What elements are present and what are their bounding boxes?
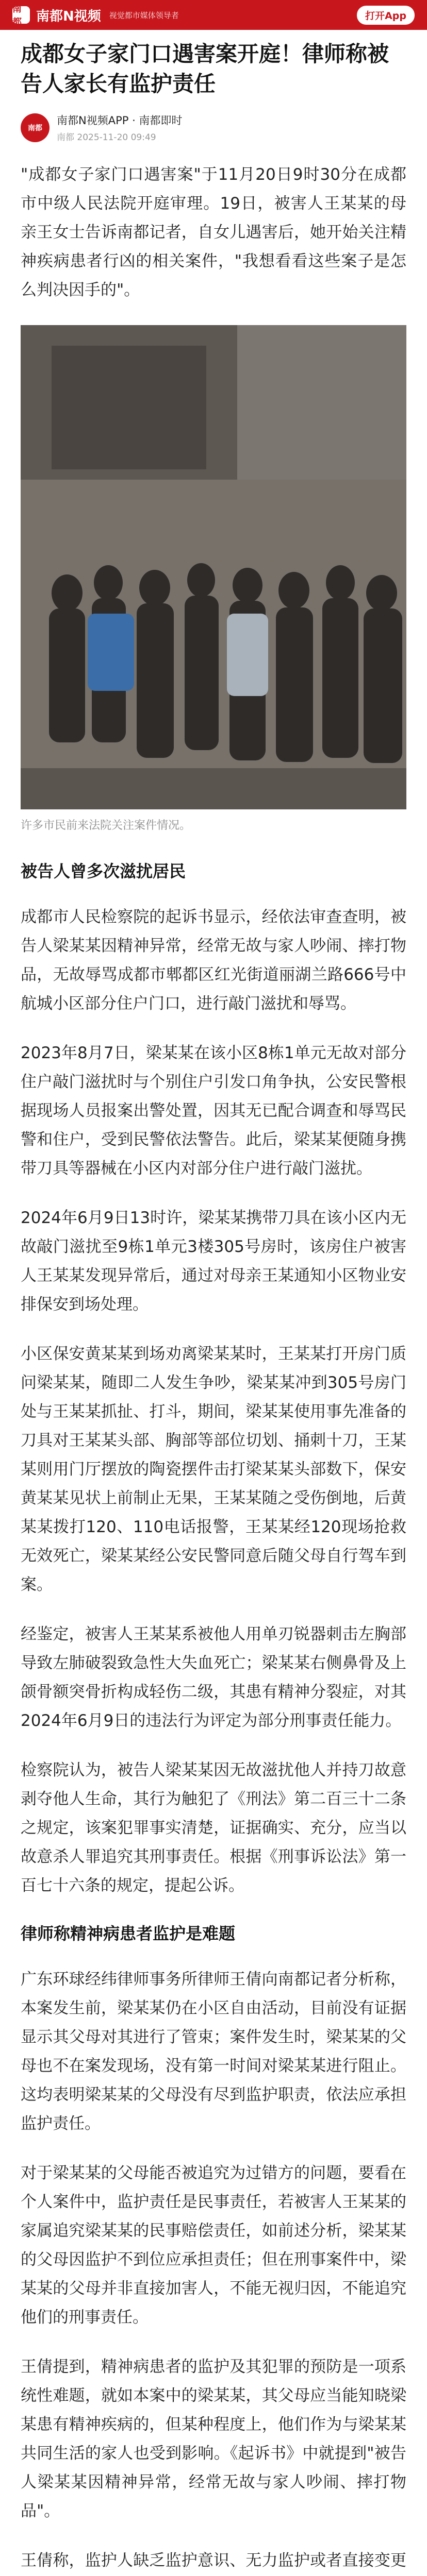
section-heading-2: 律师称精神病患者监护是难题	[21, 1924, 236, 1943]
paragraph: 经鉴定，被害人王某某系被他人用单刃锐器刺击左胸部导致左肺破裂致急性大失血死亡；梁某某右侧鼻骨及上颌骨额突骨折构成轻伤二级，其患有精神分裂症，对其2024年6月9日的违法行为评定为部分刑事责任能力。	[21, 1625, 406, 1730]
intro-paragraph: "成都女子家门口遇害案"于11月20日9时30分在成都市中级人民法院开庭审理。19日，被害人王某某的母亲王女士告诉南都记者，自女儿遇害后，她开始关注精神疾病患者行凶的相关案件，"我想看看这些案子是怎么判决因手的"。	[21, 165, 406, 299]
open-app-button[interactable]: 打开App	[357, 6, 415, 25]
paragraph: 检察院认为，被告人梁某某因无故滋扰他人并持刀故意剥夺他人生命，其行为触犯了《刑法》第二百三十二条之规定，该案犯罪事实清楚，证据确实、充分，应当以故意杀人罪追究其刑事责任。根据《刑事诉讼法》第一百七十六条的规定，提起公诉。	[21, 1761, 406, 1895]
court-crowd-photo	[21, 325, 406, 809]
avatar[interactable]: 南都	[21, 113, 50, 142]
author-row	[21, 112, 406, 143]
photo-caption: 许多市民前来法院关注案件情况。	[21, 819, 191, 832]
article-title: 成都女子家门口遇害案开庭！律师称被告人家长有监护责任	[21, 41, 389, 96]
app-slogan: 视觉都市媒体领导者	[109, 10, 179, 20]
paragraph: 2024年6月9日13时许，梁某某携带刀具在该小区内无故敲门滋扰至9栋1单元3楼305号房时，该房住户被害人王某某发现异常后，通过对母亲王某通知小区物业安排保安到场处理。	[21, 1209, 406, 1314]
paragraph: 对于梁某某的父母能否被追究为过错方的问题，要看在个人案件中，监护责任是民事责任，若被害人王某某的家属追究梁某某的民事赔偿责任，如前述分析，梁某某的父母因监护不到位应承担责任；但在刑事案件中，梁某某的父母并非直接加害人，不能无视归因，不能追究他们的刑事责任。	[21, 2164, 406, 2327]
paragraph: 广东环球经纬律师事务所律师王倩向南都记者分析称，本案发生前，梁某某仍在小区自由活动，目前没有证据显示其父母对其进行了管束；案件发生时，梁某某的父母也不在案发现场，没有第一时间对梁某某进行阻止。这均表明梁某某的父母没有尽到监护职责，依法应承担监护责任。	[21, 1970, 406, 2133]
paragraph: 王倩称，监护人缺乏监护意识、无力监护或者直接变更	[21, 2551, 406, 2570]
author-name[interactable]: 南都N视频APP · 南都即时	[57, 114, 183, 127]
paragraph: 成都市人民检察院的起诉书显示，经依法审查查明，被告人梁某某因精神异常，经常无故与家人吵闹、摔打物品，无故辱骂成都市郫都区红光街道丽湖兰路666号中航城小区部分住户门口，进行敲门滋扰和辱骂。	[21, 908, 406, 1013]
paragraph: 王倩提到，精神病患者的监护及其犯罪的预防是一项系统性难题，就如本案中的梁某某，其父母应当能知晓梁某患有精神疾病的，但某种程度上，他们作为与梁某某共同生活的家人也受到影响。《起诉书》中就提到"被告人梁某某因精神异常，经常无故与家人吵闹、摔打物品"。	[21, 2358, 406, 2520]
publish-time: 南都 2025-11-20 09:49	[57, 132, 156, 143]
paragraph: 2023年8月7日，梁某某在该小区8栋1单元无故对部分住户敲门滋扰时与个别住户引发口角争执，公安民警根据现场人员报案出警处置，因其无已配合调查和辱骂民警和住户，受到民警依法警告。此后，梁某某便随身携带刀具等器械在小区内对部分住户进行敲门滋扰。	[21, 1044, 406, 1178]
app-banner	[0, 0, 427, 30]
brand-logo: 南都	[12, 6, 30, 24]
paragraph: 小区保安黄某某到场劝离梁某某时，王某某打开房门质问梁某某，随即二人发生争吵，梁某某冲到305号房门处与王某某抓扯、打斗，期间，梁某某使用事先准备的刀具对王某某头部、胸部等部位切划、捅刺十刀，王某某则用门厅摆放的陶瓷摆件击打梁某某头部数下，保安黄某某见状上前制止无果，王某某随之受伤倒地，后黄某某拨打120、110电话报警，王某某经120现场抢救无效死亡，梁某某经公安民警同意后随父母自行驾车到案。	[21, 1345, 406, 1594]
app-name: 南都N视频	[36, 8, 101, 24]
section-heading-1: 被告人曾多次滋扰居民	[21, 861, 186, 881]
